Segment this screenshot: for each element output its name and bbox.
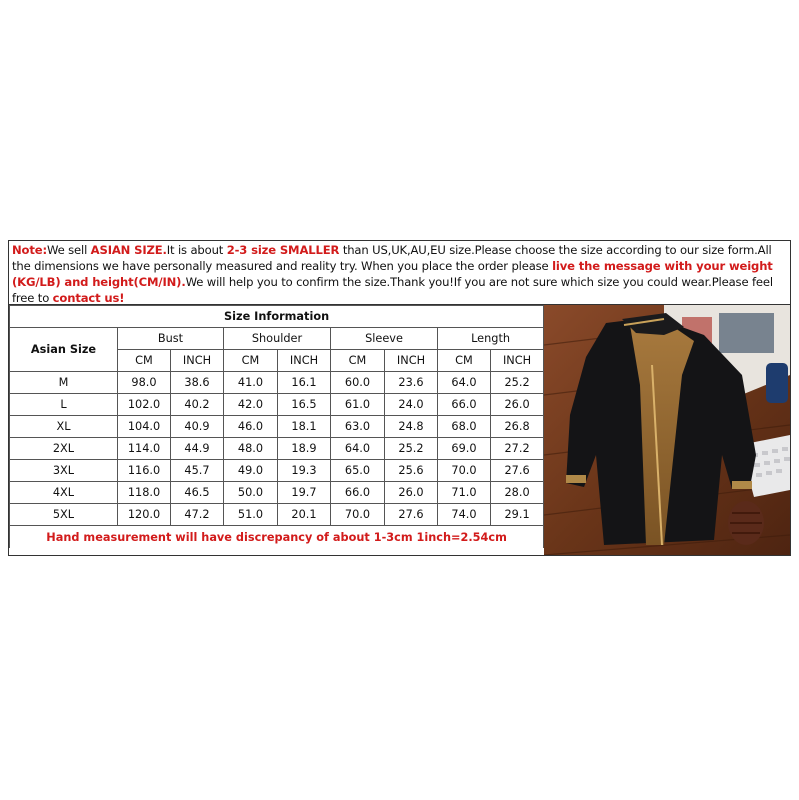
size-label-cell: 4XL: [10, 482, 118, 504]
size-value-cell: 26.8: [491, 416, 544, 438]
table-title: Size Information: [10, 306, 544, 328]
note-smaller: 2-3 size SMALLER: [226, 243, 340, 257]
group-header-length: Length: [438, 328, 544, 350]
size-value-cell: 18.9: [278, 438, 331, 460]
size-label-cell: 3XL: [10, 460, 118, 482]
size-value-cell: 69.0: [438, 438, 491, 460]
size-value-cell: 63.0: [331, 416, 385, 438]
size-value-cell: 49.0: [224, 460, 278, 482]
size-value-cell: 40.2: [171, 394, 224, 416]
table-row: [10, 438, 544, 460]
size-value-cell: 98.0: [118, 372, 171, 394]
size-value-cell: 44.9: [171, 438, 224, 460]
note-asian-size: ASIAN SIZE.: [90, 243, 167, 257]
size-value-cell: 29.1: [491, 504, 544, 526]
table-row: [10, 394, 544, 416]
size-value-cell: 38.6: [171, 372, 224, 394]
size-value-cell: 48.0: [224, 438, 278, 460]
table-row: [10, 504, 544, 526]
size-value-cell: 24.0: [385, 394, 438, 416]
size-value-cell: 116.0: [118, 460, 171, 482]
size-label-cell: 2XL: [10, 438, 118, 460]
size-value-cell: 23.6: [385, 372, 438, 394]
note-weight-height: live the message with your weight (KG/LB) and height(CM/IN).: [12, 259, 773, 289]
size-value-cell: 27.2: [491, 438, 544, 460]
size-value-cell: 16.1: [278, 372, 331, 394]
size-value-cell: 114.0: [118, 438, 171, 460]
size-table: [9, 305, 544, 548]
size-value-cell: 70.0: [331, 504, 385, 526]
size-value-cell: 66.0: [438, 394, 491, 416]
size-value-cell: 51.0: [224, 504, 278, 526]
unit-header: CM: [331, 350, 385, 372]
size-value-cell: 60.0: [331, 372, 385, 394]
group-header-shoulder: Shoulder: [224, 328, 331, 350]
size-value-cell: 104.0: [118, 416, 171, 438]
size-value-cell: 120.0: [118, 504, 171, 526]
unit-header: INCH: [385, 350, 438, 372]
size-value-cell: 64.0: [331, 438, 385, 460]
size-label-cell: 5XL: [10, 504, 118, 526]
size-value-cell: 47.2: [171, 504, 224, 526]
table-row: [10, 416, 544, 438]
table-row: [10, 460, 544, 482]
size-value-cell: 46.0: [224, 416, 278, 438]
size-value-cell: 61.0: [331, 394, 385, 416]
size-value-cell: 27.6: [491, 460, 544, 482]
note-text-3: than US,UK,AU,EU size.Please choose the size according to our size form.All the dimensions we have personally measured and reality try. When you place the order please: [12, 243, 772, 273]
asian-size-header: Asian Size: [10, 328, 118, 372]
unit-header: INCH: [278, 350, 331, 372]
unit-header: CM: [224, 350, 278, 372]
size-value-cell: 27.6: [385, 504, 438, 526]
unit-header: INCH: [171, 350, 224, 372]
note-text-2: It is about: [166, 243, 227, 257]
size-value-cell: 46.5: [171, 482, 224, 504]
size-value-cell: 24.8: [385, 416, 438, 438]
size-value-cell: 19.7: [278, 482, 331, 504]
size-value-cell: 45.7: [171, 460, 224, 482]
note-text-1: We sell: [46, 243, 91, 257]
unit-header: CM: [438, 350, 491, 372]
size-value-cell: 64.0: [438, 372, 491, 394]
size-value-cell: 118.0: [118, 482, 171, 504]
size-value-cell: 71.0: [438, 482, 491, 504]
note-label: Note:: [12, 243, 47, 257]
note-text-4: We will help you to confirm the size.Thank you!If you are not sure which size you could wear.Please feel free to: [12, 275, 773, 305]
size-value-cell: 42.0: [224, 394, 278, 416]
group-header-sleeve: Sleeve: [331, 328, 438, 350]
table-row: [10, 372, 544, 394]
size-label-cell: L: [10, 394, 118, 416]
size-value-cell: 18.1: [278, 416, 331, 438]
size-value-cell: 25.2: [491, 372, 544, 394]
measurement-footnote: Hand measurement will have discrepancy of about 1-3cm 1inch=2.54cm: [10, 526, 544, 549]
group-header-bust: Bust: [118, 328, 224, 350]
size-value-cell: 40.9: [171, 416, 224, 438]
size-value-cell: 25.6: [385, 460, 438, 482]
jacket-photo-illustration: [544, 305, 790, 555]
size-value-cell: 26.0: [491, 394, 544, 416]
size-value-cell: 50.0: [224, 482, 278, 504]
size-value-cell: 68.0: [438, 416, 491, 438]
size-value-cell: 41.0: [224, 372, 278, 394]
size-value-cell: 25.2: [385, 438, 438, 460]
table-row: [10, 482, 544, 504]
size-value-cell: 66.0: [331, 482, 385, 504]
size-value-cell: 65.0: [331, 460, 385, 482]
size-value-cell: 28.0: [491, 482, 544, 504]
size-chart-panel: [8, 240, 791, 556]
size-value-cell: 20.1: [278, 504, 331, 526]
size-value-cell: 16.5: [278, 394, 331, 416]
size-value-cell: 19.3: [278, 460, 331, 482]
size-table-wrap: [9, 305, 543, 555]
unit-header: CM: [118, 350, 171, 372]
size-value-cell: 26.0: [385, 482, 438, 504]
size-value-cell: 102.0: [118, 394, 171, 416]
product-photo: [544, 305, 790, 555]
note-contact-link[interactable]: contact us!: [52, 291, 125, 305]
size-label-cell: M: [10, 372, 118, 394]
size-table-body: [10, 372, 544, 526]
unit-header: INCH: [491, 350, 544, 372]
size-value-cell: 74.0: [438, 504, 491, 526]
size-note: [9, 241, 790, 305]
size-value-cell: 70.0: [438, 460, 491, 482]
size-label-cell: XL: [10, 416, 118, 438]
